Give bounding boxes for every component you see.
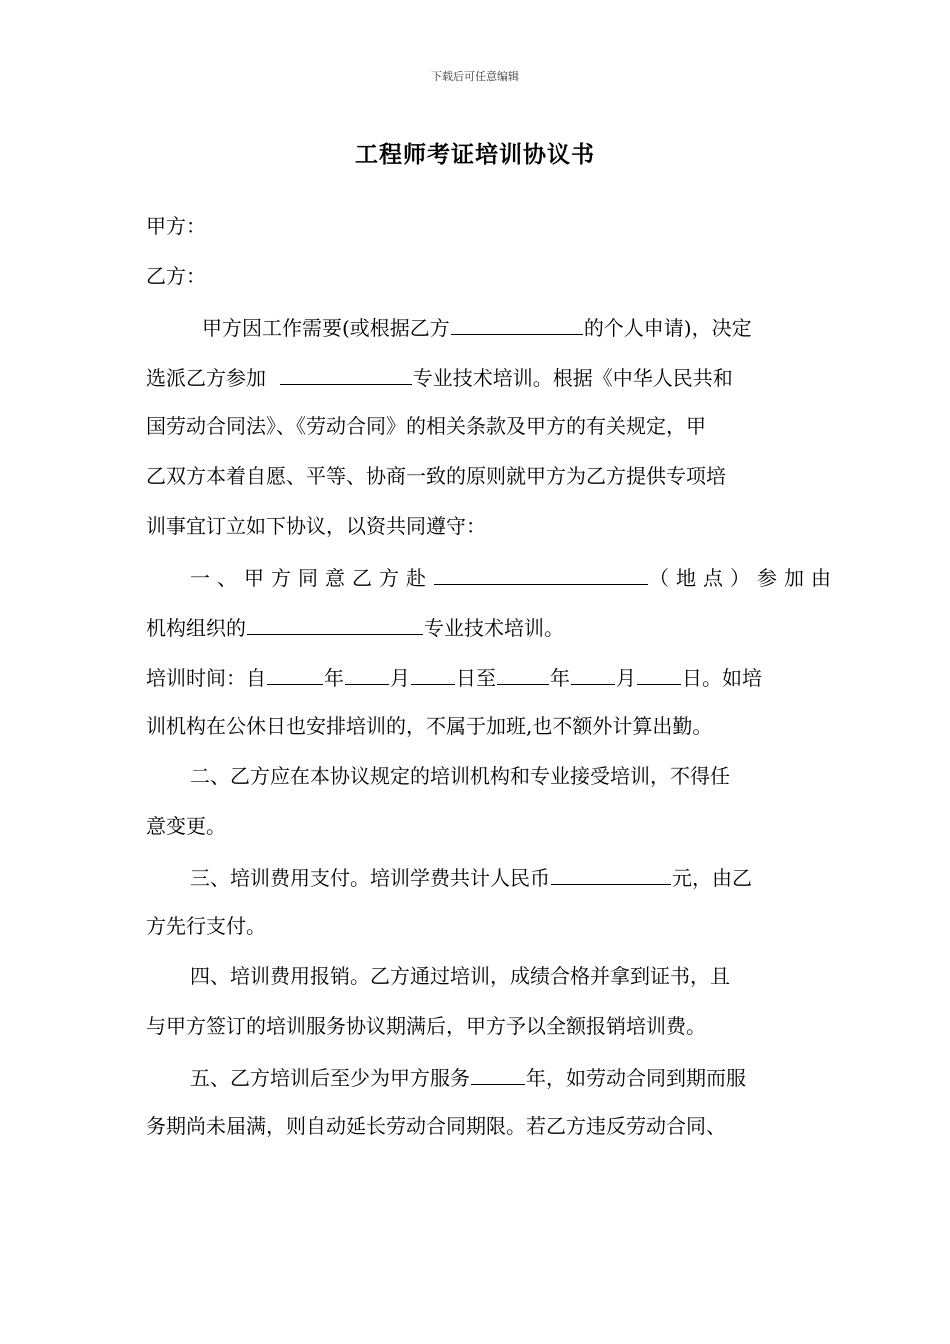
training-time-line	[146, 662, 762, 692]
applicant-blank[interactable]	[451, 312, 583, 335]
clause-text: 五、乙方培训后至少为甲方服务	[190, 1066, 470, 1090]
month-label: 月	[390, 666, 410, 690]
clause-1-line-1	[190, 562, 838, 592]
intro-line-3: 国劳动合同法》、《劳动合同》的相关条款及甲方的有关规定，甲	[146, 414, 706, 438]
major-blank[interactable]	[247, 612, 423, 635]
day-to-label: 日至	[456, 666, 496, 690]
start-month-blank[interactable]	[345, 662, 389, 685]
intro-text: 甲方因工作需要(或根据乙方	[202, 316, 450, 340]
intro-line-2	[146, 362, 733, 392]
clause-text: 三、培训费用支付。培训学费共计人民币	[190, 866, 550, 890]
month-label: 月	[616, 666, 636, 690]
party-a-label: 甲方：	[146, 214, 206, 238]
service-years-blank[interactable]	[471, 1062, 525, 1085]
training-time-label: 培训时间：自	[146, 666, 266, 690]
clause-3-line-1	[190, 862, 752, 892]
clause-1-line-4: 训机构在公休日也安排培训的，不属于加班,也不额外计算出勤。	[146, 714, 713, 738]
end-day-blank[interactable]	[637, 662, 681, 685]
day-end-label: 日。如培	[682, 666, 762, 690]
intro-line-5: 训事宜订立如下协议，以资共同遵守：	[146, 514, 486, 538]
start-day-blank[interactable]	[411, 662, 455, 685]
location-blank[interactable]	[434, 562, 648, 585]
clause-text: （地点）参加由	[649, 566, 838, 590]
clause-text: 元，由乙	[672, 866, 752, 890]
intro-line-1	[202, 312, 752, 342]
clause-4-line-2: 与甲方签订的培训服务协议期满后，甲方予以全额报销培训费。	[146, 1014, 706, 1038]
year-label: 年	[324, 666, 344, 690]
document-title: 工程师考证培训协议书	[355, 141, 595, 168]
header-note: 下载后可任意编辑	[431, 70, 519, 83]
clause-2-line-2: 意变更。	[146, 814, 226, 838]
clause-1-line-2	[146, 612, 564, 642]
intro-text: 选派乙方参加	[146, 366, 266, 390]
year-label: 年	[550, 666, 570, 690]
clause-text: 机构组织的	[146, 616, 246, 640]
intro-line-4: 乙双方本着自愿、平等、协商一致的原则就甲方为乙方提供专项培	[146, 464, 726, 488]
end-year-blank[interactable]	[497, 662, 549, 685]
clause-text: 一、甲方同意乙方赴	[190, 566, 433, 590]
intro-text: 的个人申请)，决定	[583, 316, 752, 340]
major-blank[interactable]	[280, 362, 412, 385]
start-year-blank[interactable]	[267, 662, 323, 685]
clause-3-line-2: 方先行支付。	[146, 914, 266, 938]
clause-5-line-1	[190, 1062, 746, 1092]
clause-text: 专业技术培训。	[424, 616, 564, 640]
clause-4-line-1: 四、培训费用报销。乙方通过培训，成绩合格并拿到证书，且	[190, 964, 730, 988]
end-month-blank[interactable]	[571, 662, 615, 685]
fee-amount-blank[interactable]	[551, 862, 671, 885]
party-b-label: 乙方：	[146, 264, 206, 288]
clause-2-line-1: 二、乙方应在本协议规定的培训机构和专业接受培训，不得任	[190, 764, 730, 788]
intro-text: 专业技术培训。根据《中华人民共和	[412, 366, 733, 390]
clause-text: 年，如劳动合同到期而服	[526, 1066, 746, 1090]
clause-5-line-2: 务期尚未届满，则自动延长劳动合同期限。若乙方违反劳动合同、	[146, 1114, 726, 1138]
